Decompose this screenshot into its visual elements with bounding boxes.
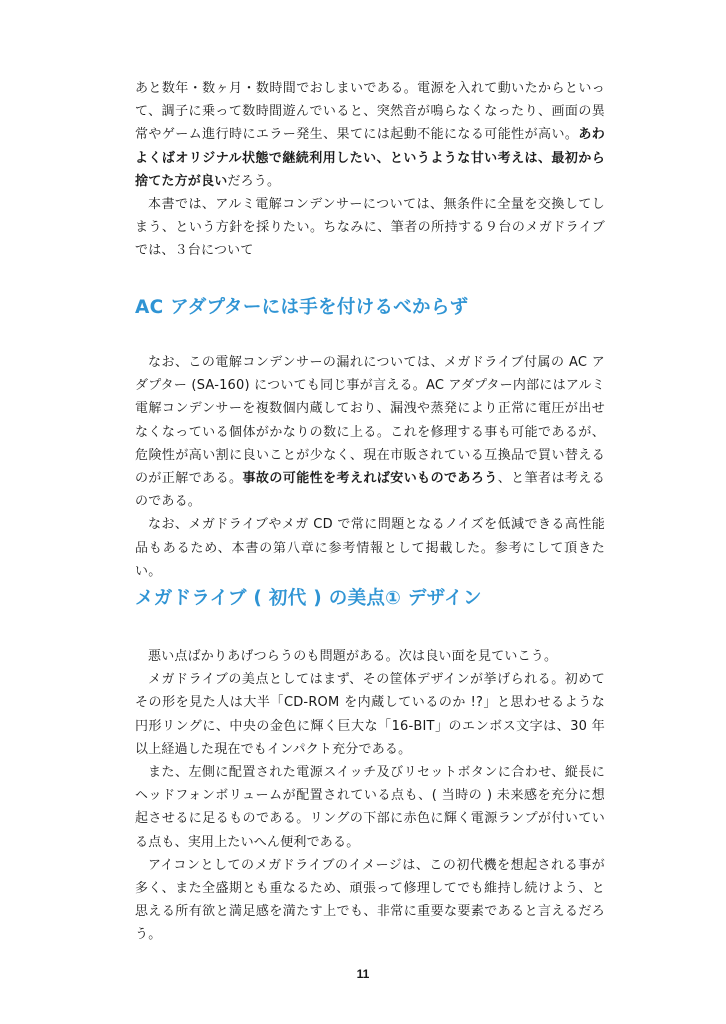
emphasis-text: 事故の可能性を考えれば安いものであろう [242, 471, 498, 487]
paragraph-ac-adapter [135, 351, 605, 513]
section-ac-adapter [135, 351, 605, 583]
section-intro [135, 77, 605, 263]
paragraph-controls-layout: また、左側に配置された電源スイッチ及びリセットボタンに合わせ、縦長にヘッドフォンボリュームが配置されている点も、( 当時の ) 未来感を充分に想起させるに足るものである。リングの下部に赤色に輝く電源ランプが付いている点も、実用上たいへん便利である。 [135, 765, 605, 850]
section-ac-adapter-heading-wrap [135, 295, 605, 321]
section-design [135, 645, 605, 947]
paragraph-text-tail: 、と筆者は考えるのである。 [135, 471, 605, 510]
section-design-heading-wrap [135, 586, 605, 612]
paragraph-text: なお、この電解コンデンサーの漏れについては、メガドライブ付属の AC アダプター (SA-160) についても同じ事が言える。AC アダプター内部にはアルミ電解コンデンサーを複数個内蔵しており、漏洩や蒸発により正常に電圧が出せなくなっている個体がかなりの数に上る。これを修理する事も可能であるが、危険性が高い割に良いことが少なく、現在市販されている互換品で買い替えるのが正解である。 [135, 355, 605, 487]
page-number: 11 [356, 967, 370, 981]
paragraph-capacitor-warning [135, 77, 605, 193]
paragraph-text-tail: だろう。 [227, 173, 281, 189]
emphasis-text: あわよくばオリジナル状態で継続利用したい、というような甘い考えは、最初から捨てた方が良い [135, 127, 605, 189]
paragraph-text: あと数年・数ヶ月・数時間でおしまいである。電源を入れて動いたからといって、調子に乗って数時間遊んでいると、突然音が鳴らなくなったり、画面の異常やゲーム進行時にエラー発生、果てには起動不能になる可能性が高い。 [135, 81, 605, 143]
paragraph-case-design: メガドライブの美点としてはまず、その筐体デザインが挙げられる。初めてその形を見た人は大半「CD-ROM を内蔵しているのか !?」と思わせるような円形リングに、中央の金色に輝く巨大な「16-BIT」のエンボス文字は、30 年以上経過した現在でもインパクト充分である。 [135, 672, 605, 757]
paragraph-icon-image: アイコンとしてのメガドライブのイメージは、この初代機を想起される事が多く、また全盛期とも重なるため、頑張って修理してでも維持し続けよう、と思える所有欲と満足感を満たす上でも、非常に重要な要素であると言えるだろう。 [135, 857, 605, 943]
paragraph-noise-reduction: なお、メガドライブやメガ CD で常に問題となるノイズを低減できる高性能品もあるため、本書の第八章に参考情報として掲載した。参考にして頂きたい。 [135, 517, 605, 579]
paragraph-replacement-policy: 本書では、アルミ電解コンデンサーについては、無条件に全量を交換してしまう、という方針を採りたい。ちなみに、筆者の所持する９台のメガドライブでは、３台について [135, 197, 605, 259]
section-heading-ac-adapter: AC アダプターには手を付けるべからず [135, 297, 469, 318]
section-heading-design: メガドライブ ( 初代 ) の美点① デザイン [135, 588, 482, 609]
paragraph-good-points-intro: 悪い点ばかりあげつらうのも問題がある。次は良い面を見ていこう。 [148, 649, 558, 664]
